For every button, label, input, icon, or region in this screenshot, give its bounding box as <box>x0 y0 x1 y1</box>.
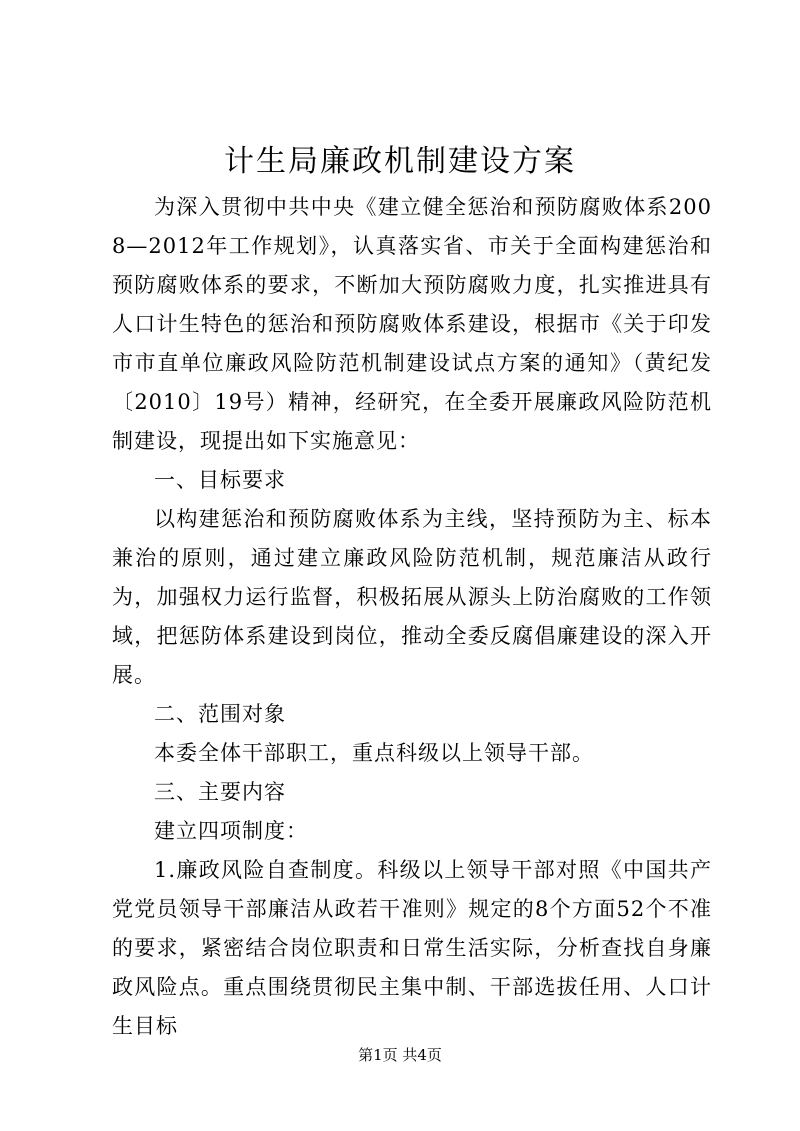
paragraph-goals: 以构建惩治和预防腐败体系为主线，坚持预防为主、标本兼治的原则，通过建立廉政风险防范机制，规范廉洁从政行为，加强权力运行监督，积极拓展从源头上防治腐败的工作领域，把惩防体系建设到岗位，推动全委反腐倡廉建设的深入开展。 <box>112 507 712 687</box>
paragraph-item-1: 1.廉政风险自查制度。科级以上领导干部对照《中国共产党党员领导干部廉洁从政若干准则》规定的8个方面52个不准的要求，紧密结合岗位职责和日常生活实际，分析查找自身廉政风险点。重点围绕贯彻民主集中制、干部选拔任用、人口计生目标 <box>112 858 712 1038</box>
section-heading-content: 三、主要内容 <box>154 780 286 804</box>
document-title: 计生局廉政机制建设方案 <box>224 144 576 179</box>
section-heading-goals: 一、目标要求 <box>154 468 286 492</box>
paragraph-systems-intro: 建立四项制度： <box>154 819 308 843</box>
section-heading-scope: 二、范围对象 <box>154 702 286 726</box>
paragraph-scope: 本委全体干部职工，重点科级以上领导干部。 <box>154 741 594 765</box>
page-footer: 第1页 共4页 <box>358 1046 442 1064</box>
paragraph-intro: 为深入贯彻中共中央《建立健全惩治和预防腐败体系2008—2012年工作规划》，认真落实省、市关于全面构建惩治和预防腐败体系的要求，不断加大预防腐败力度，扎实推进具有人口计生特色的惩治和预防腐败体系建设，根据市《关于印发市市直单位廉政风险防范机制建设试点方案的通知》（黄纪发〔2010〕19号）精神，经研究，在全委开展廉政风险防范机制建设，现提出如下实施意见： <box>112 195 712 453</box>
document-body <box>112 188 712 1046</box>
